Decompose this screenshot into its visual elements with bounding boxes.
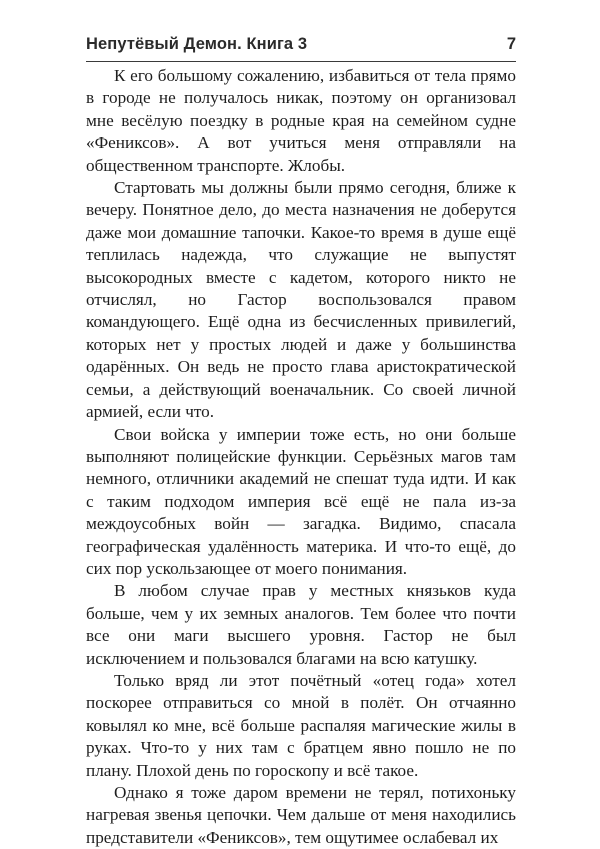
paragraph: Стартовать мы должны были прямо сегодня, ближе к вечеру. Понятное дело, до места назначения не доберутся даже мои домашние тапочки. Какое-то время в душе ещё теплилась надежда, что служащие не выпустят высокородных вместе с кадетом, которого никто не отчислял, но Гастор воспользовался правом командующего. Ещё одна из бесчисленных привилегий, которых нет у простых людей и даже у большинства одарённых. Он ведь не просто глава аристократической семьи, а действующий военачальник. Со своей личной армией, если что.	[86, 178, 516, 422]
running-header	[86, 35, 516, 59]
page-number: 7	[506, 35, 516, 53]
paragraph: К его большому сожалению, избавиться от тела прямо в городе не получалось никак, поэтому он организовал мне весёлую поездку в родные края на семейном судне «Фениксов». А вот учиться меня отправляли на общественном транспорте. Жлобы.	[86, 66, 516, 175]
paragraph: В любом случае прав у местных князьков куда больше, чем у их земных аналогов. Тем более что почти все они маги высшего уровня. Гастор не был исключением и пользовался благами на всю катушку.	[86, 581, 516, 668]
paragraph: Только вряд ли этот почётный «отец года» хотел поскорее отправиться со мной в полёт. Он отчаянно ковылял ко мне, всё больше распаляя магические жилы в руках. Что-то у них там с братцем явно пошло не по плану. Плохой день по гороскопу и всё такое.	[86, 670, 516, 780]
header-rule	[86, 61, 516, 62]
paragraph: Однако я тоже даром времени не терял, потихоньку нагревая звенья цепочки. Чем дальше от меня находились представители «Фениксов», тем ощутимее ослабевал их	[86, 783, 516, 847]
paragraph: Свои войска у империи тоже есть, но они больше выполняют полицейские функции. Серьёзных магов там немного, отличники академий не спешат туда идти. И как с таким подходом империя всё ещё не пала из-за междоусобных войн — загадка. Видимо, спасала географическая удалённость материка. И что-то ещё, до сих пор ускользающее от моего понимания.	[86, 424, 516, 578]
book-title: Непутёвый Демон. Книга 3	[86, 35, 308, 53]
page-body	[86, 65, 516, 849]
